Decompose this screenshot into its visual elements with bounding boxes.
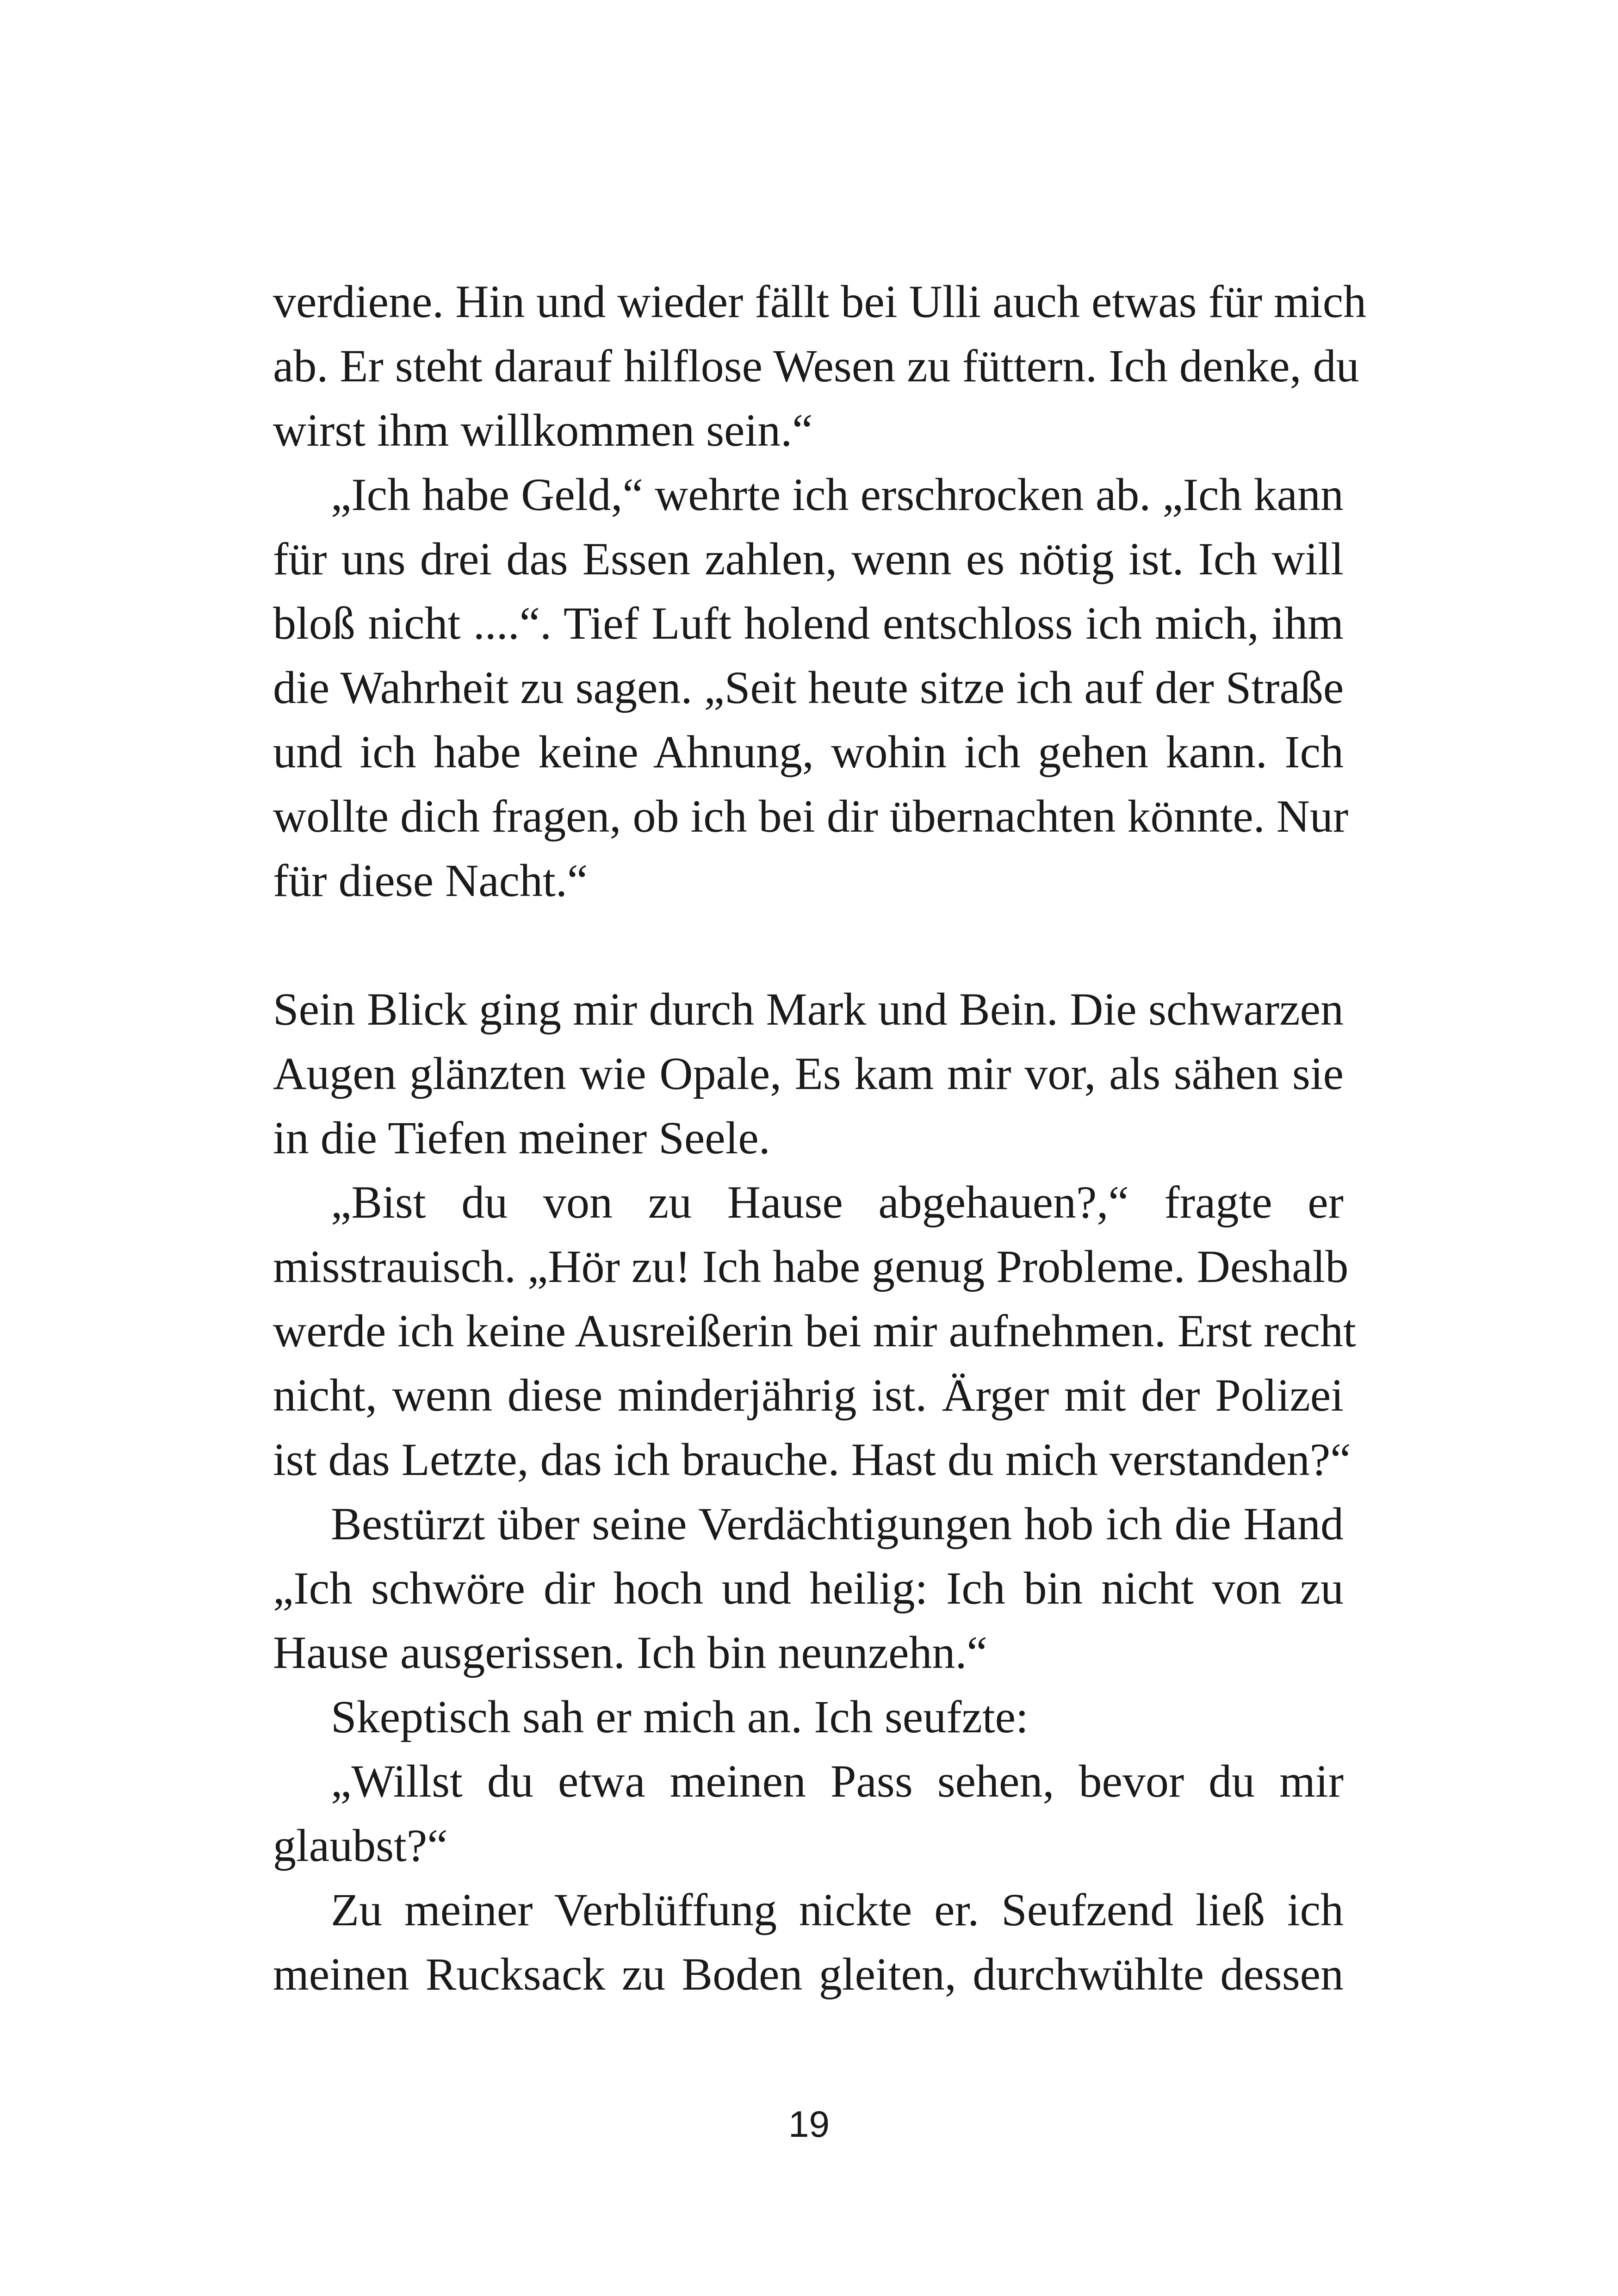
text-line: ab. Er steht darauf hilflose Wesen zu füttern. Ich denke, du bbox=[273, 340, 1359, 392]
page-number: 19 bbox=[788, 2103, 830, 2145]
paragraph bbox=[273, 462, 1349, 913]
text-line: Hause ausgerissen. Ich bin neunzehn.“ bbox=[273, 1627, 987, 1678]
text-line: wollte dich fragen, ob ich bei dir übernachten könnte. Nur bbox=[273, 790, 1349, 842]
text-line: bloß nicht ....“. Tief Luft holend entschloss ich mich, ihm bbox=[273, 597, 1344, 649]
paragraph bbox=[273, 1492, 1344, 1685]
text-line: für uns drei das Essen zahlen, wenn es nötig ist. Ich will bbox=[273, 533, 1344, 585]
text-line: „Willst du etwa meinen Pass sehen, bevor du mir bbox=[331, 1755, 1344, 1807]
text-line: und ich habe keine Ahnung, wohin ich gehen kann. Ich bbox=[273, 726, 1344, 778]
text-line: Sein Blick ging mir durch Mark und Bein. Die schwarzen bbox=[273, 983, 1344, 1035]
paragraph bbox=[273, 269, 1367, 462]
paragraph bbox=[273, 1685, 1344, 1749]
text-line: verdiene. Hin und wieder fällt bei Ulli auch etwas für mich bbox=[273, 276, 1367, 327]
text-line: „Ich habe Geld,“ wehrte ich erschrocken ab. „Ich kann bbox=[331, 469, 1344, 520]
text-line: „Bist du von zu Hause abgehauen?,“ fragte er bbox=[331, 1176, 1344, 1228]
paragraph bbox=[273, 1749, 1344, 1878]
text-line: meinen Rucksack zu Boden gleiten, durchwühlte dessen bbox=[273, 1948, 1344, 2000]
text-line: nicht, wenn diese minderjährig ist. Ärger mit der Polizei bbox=[273, 1369, 1344, 1421]
text-line: Zu meiner Verblüffung nickte er. Seufzend ließ ich bbox=[331, 1884, 1344, 1935]
text-line: „Ich schwöre dir hoch und heilig: Ich bin nicht von zu bbox=[273, 1562, 1344, 1614]
text-line: Augen glänzten wie Opale, Es kam mir vor, als sähen sie bbox=[273, 1048, 1344, 1099]
text-line: Skeptisch sah er mich an. Ich seufzte: bbox=[331, 1691, 1029, 1742]
paragraph-gap bbox=[273, 913, 1344, 977]
text-line: die Wahrheit zu sagen. „Seit heute sitze ich auf der Straße bbox=[273, 662, 1344, 713]
text-line: glaubst?“ bbox=[273, 1820, 448, 1871]
body-text bbox=[273, 269, 1367, 2006]
text-line: werde ich keine Ausreißerin bei mir aufnehmen. Erst recht bbox=[273, 1305, 1356, 1356]
paragraph bbox=[273, 1878, 1344, 2006]
text-line: in die Tiefen meiner Seele. bbox=[273, 1112, 770, 1164]
paragraph bbox=[273, 1170, 1356, 1492]
text-line: für diese Nacht.“ bbox=[273, 855, 588, 906]
text-line: Bestürzt über seine Verdächtigungen hob ich die Hand bbox=[331, 1498, 1344, 1549]
text-line: wirst ihm willkommen sein.“ bbox=[273, 404, 813, 456]
text-line: misstrauisch. „Hör zu! Ich habe genug Probleme. Deshalb bbox=[273, 1241, 1349, 1292]
paragraph bbox=[273, 977, 1344, 1170]
text-line: ist das Letzte, das ich brauche. Hast du mich verstanden?“ bbox=[273, 1434, 1351, 1485]
